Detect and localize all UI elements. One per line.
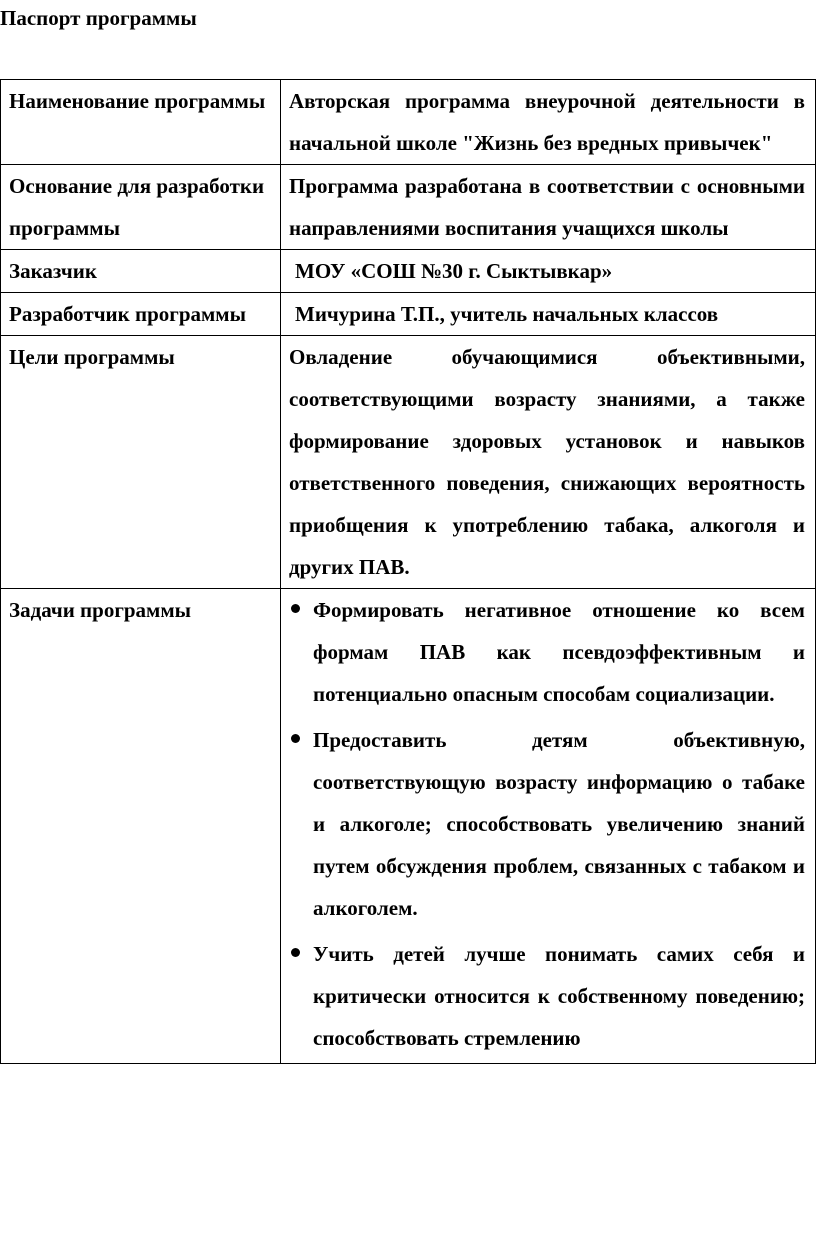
passport-table	[0, 79, 816, 1064]
list-item	[289, 719, 805, 929]
row-value-developer: Мичурина Т.П., учитель начальных классов	[281, 293, 816, 336]
row-label-tasks: Задачи программы	[1, 589, 281, 1064]
row-value-goals: Овладение обучающимися объективными, соответствующими возрасту знаниями, а также формирование здоровых установок и навыков ответственного поведения, снижающих вероятность приобщения к употреблению табака, алкоголя и других ПАВ.	[281, 336, 816, 589]
bullet-icon	[291, 604, 300, 613]
bullet-icon	[291, 948, 300, 957]
table-row	[1, 589, 816, 1064]
row-label-basis: Основание для разработки программы	[1, 165, 281, 250]
list-item	[289, 589, 805, 715]
row-value-program-name: Авторская программа внеурочной деятельности в начальной школе "Жизнь без вредных привычек"	[281, 80, 816, 165]
task-text: Формировать негативное отношение ко всем формам ПАВ как псевдоэффективным и потенциально опасным способам социализации.	[313, 598, 805, 706]
row-label-developer: Разработчик программы	[1, 293, 281, 336]
row-value-customer: МОУ «СОШ №30 г. Сыктывкар»	[281, 250, 816, 293]
table-row	[1, 336, 816, 589]
tasks-list	[289, 589, 805, 1059]
task-text: Предоставить детям объективную, соответствующую возрасту информацию о табаке и алкоголе; способствовать увеличению знаний путем обсуждения проблем, связанных с табаком и алкоголем.	[313, 728, 805, 920]
page-title: Паспорт программы	[0, 6, 197, 30]
table-row	[1, 250, 816, 293]
table-row	[1, 165, 816, 250]
task-text: Учить детей лучше понимать самих себя и критически относится к собственному поведению; способствовать стремлению	[313, 942, 805, 1050]
list-item	[289, 933, 805, 1059]
row-label-program-name: Наименование программы	[1, 80, 281, 165]
row-label-goals: Цели программы	[1, 336, 281, 589]
row-label-customer: Заказчик	[1, 250, 281, 293]
table-row	[1, 80, 816, 165]
bullet-icon	[291, 734, 300, 743]
row-value-tasks	[281, 589, 816, 1064]
table-row	[1, 293, 816, 336]
row-value-basis: Программа разработана в соответствии с основными направлениями воспитания учащихся школы	[281, 165, 816, 250]
